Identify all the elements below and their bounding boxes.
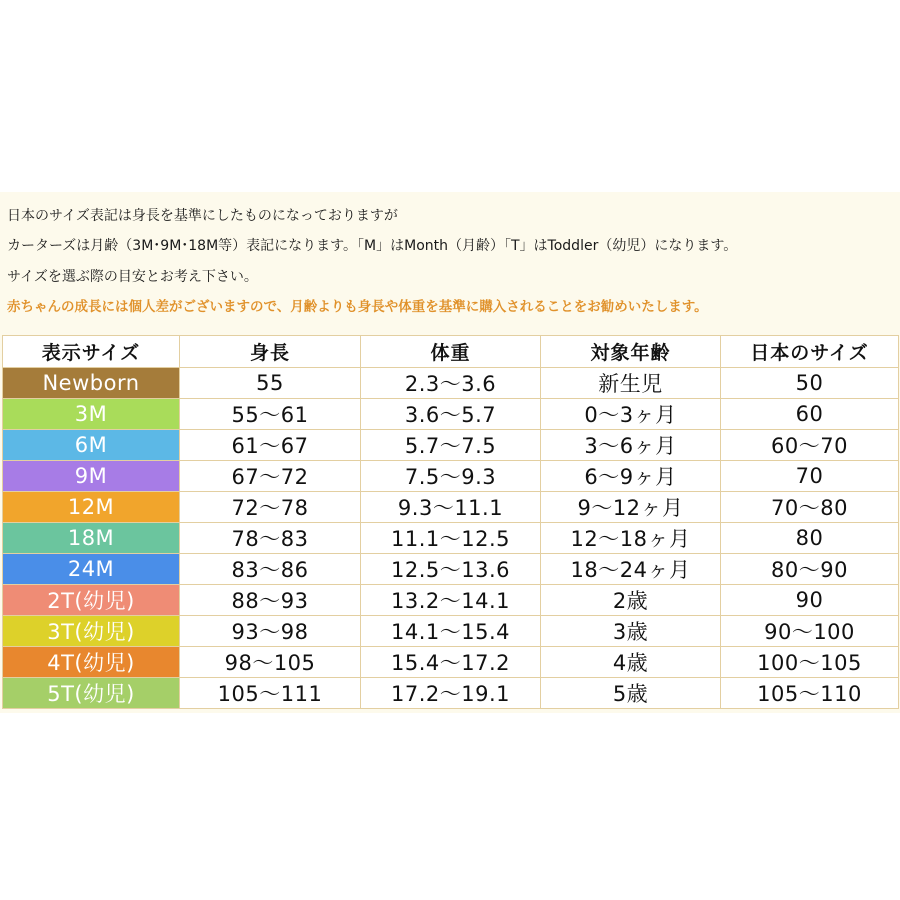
header-weight: 体重 [361, 336, 541, 368]
size-cell: 18M [3, 523, 180, 554]
weight-cell: 5.7〜7.5 [361, 430, 541, 461]
table-row [3, 585, 899, 616]
table-row [3, 523, 899, 554]
note-line-2: カーターズは月齢（3M･9M･18M等）表記になります。「M」はMonth（月齢）「T」はToddler（幼児）になります。 [7, 238, 738, 254]
height-cell: 61〜67 [180, 430, 361, 461]
height-cell: 93〜98 [180, 616, 361, 647]
size-cell: 2T(幼児) [3, 585, 180, 616]
weight-cell: 11.1〜12.5 [361, 523, 541, 554]
header-target-age: 対象年齢 [541, 336, 721, 368]
japan-size-cell: 60〜70 [721, 430, 899, 461]
height-cell: 67〜72 [180, 461, 361, 492]
japan-size-cell: 80〜90 [721, 554, 899, 585]
weight-cell: 3.6〜5.7 [361, 399, 541, 430]
size-cell: 5T(幼児) [3, 678, 180, 709]
japan-size-cell: 50 [721, 368, 899, 399]
age-cell: 18〜24ヶ月 [541, 554, 721, 585]
age-cell: 3歳 [541, 616, 721, 647]
table-header-row [3, 336, 899, 368]
height-cell: 98〜105 [180, 647, 361, 678]
weight-cell: 12.5〜13.6 [361, 554, 541, 585]
table-row [3, 492, 899, 523]
age-cell: 4歳 [541, 647, 721, 678]
height-cell: 55〜61 [180, 399, 361, 430]
size-cell: 3M [3, 399, 180, 430]
weight-cell: 7.5〜9.3 [361, 461, 541, 492]
header-height: 身長 [180, 336, 361, 368]
age-cell: 9〜12ヶ月 [541, 492, 721, 523]
age-cell: 5歳 [541, 678, 721, 709]
size-cell: 24M [3, 554, 180, 585]
table-row [3, 678, 899, 709]
age-cell: 6〜9ヶ月 [541, 461, 721, 492]
height-cell: 72〜78 [180, 492, 361, 523]
weight-cell: 2.3〜3.6 [361, 368, 541, 399]
age-cell: 12〜18ヶ月 [541, 523, 721, 554]
age-cell: 2歳 [541, 585, 721, 616]
header-display-size: 表示サイズ [3, 336, 180, 368]
japan-size-cell: 90〜100 [721, 616, 899, 647]
table-body [3, 368, 899, 709]
age-cell: 3〜6ヶ月 [541, 430, 721, 461]
size-cell: 12M [3, 492, 180, 523]
table-row [3, 368, 899, 399]
height-cell: 83〜86 [180, 554, 361, 585]
size-cell: 3T(幼児) [3, 616, 180, 647]
japan-size-cell: 60 [721, 399, 899, 430]
table-row [3, 647, 899, 678]
age-cell: 新生児 [541, 368, 721, 399]
table-row [3, 430, 899, 461]
note-line-3: サイズを選ぶ際の目安とお考え下さい。 [7, 269, 258, 285]
weight-cell: 13.2〜14.1 [361, 585, 541, 616]
size-cell: Newborn [3, 368, 180, 399]
weight-cell: 15.4〜17.2 [361, 647, 541, 678]
header-japan-size: 日本のサイズ [721, 336, 899, 368]
height-cell: 55 [180, 368, 361, 399]
table-row [3, 461, 899, 492]
height-cell: 88〜93 [180, 585, 361, 616]
weight-cell: 17.2〜19.1 [361, 678, 541, 709]
height-cell: 78〜83 [180, 523, 361, 554]
note-line-4-highlight: 赤ちゃんの成長には個人差がございますので、月齢よりも身長や体重を基準に購入されることをお勧めいたします。 [7, 299, 708, 315]
age-cell: 0〜3ヶ月 [541, 399, 721, 430]
size-cell: 6M [3, 430, 180, 461]
size-chart-table [2, 335, 899, 709]
japan-size-cell: 105〜110 [721, 678, 899, 709]
weight-cell: 14.1〜15.4 [361, 616, 541, 647]
japan-size-cell: 100〜105 [721, 647, 899, 678]
japan-size-cell: 80 [721, 523, 899, 554]
size-cell: 9M [3, 461, 180, 492]
table-row [3, 399, 899, 430]
japan-size-cell: 70 [721, 461, 899, 492]
table-row [3, 616, 899, 647]
height-cell: 105〜111 [180, 678, 361, 709]
note-line-1: 日本のサイズ表記は身長を基準にしたものになっておりますが [7, 208, 398, 224]
size-cell: 4T(幼児) [3, 647, 180, 678]
japan-size-cell: 70〜80 [721, 492, 899, 523]
table-row [3, 554, 899, 585]
japan-size-cell: 90 [721, 585, 899, 616]
weight-cell: 9.3〜11.1 [361, 492, 541, 523]
